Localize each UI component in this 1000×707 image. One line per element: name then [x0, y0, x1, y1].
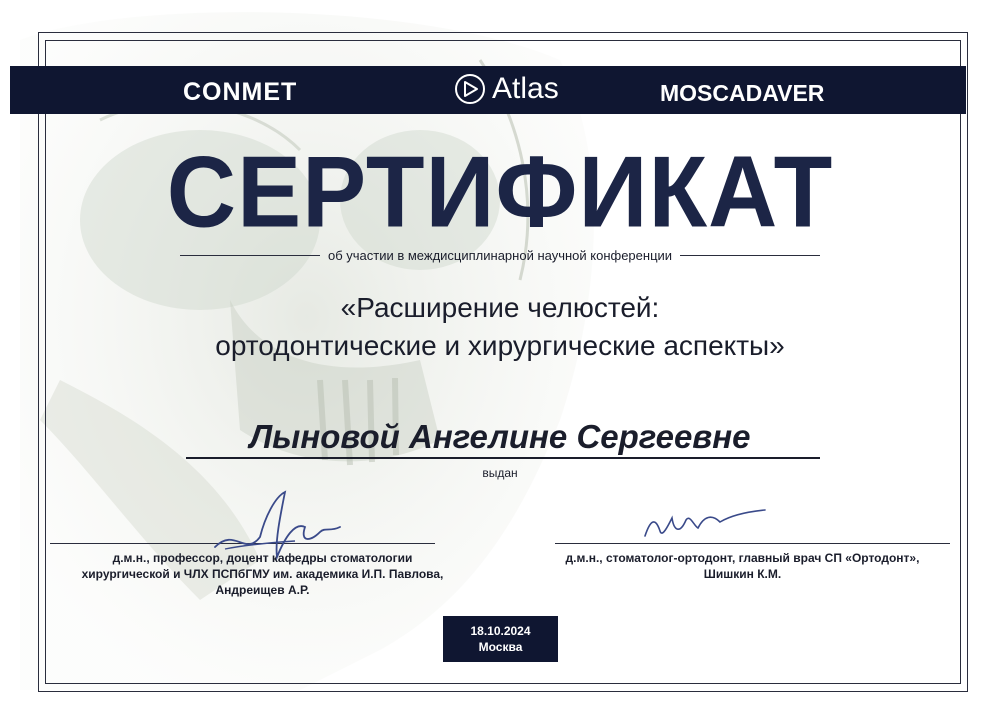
divider-right [680, 255, 820, 256]
signature-left [205, 487, 345, 567]
signatory-left-name: Андреищев А.Р. [215, 583, 310, 597]
conference-title-line1: «Расширение челюстей: [340, 292, 660, 323]
recipient-name: Лыновой Ангелине Сергеевне [249, 418, 751, 455]
issue-date: 18.10.2024 [470, 624, 531, 638]
date-badge [443, 616, 558, 662]
signatory-left-line1: д.м.н., профессор, доцент кафедры стоматологии [112, 551, 413, 565]
subtitle: об участии в междисциплинарной научной конференции [327, 247, 673, 263]
subtitle-row [180, 245, 820, 265]
issue-city: Москва [478, 640, 523, 654]
atlas-logo-icon [454, 73, 486, 105]
conmet-logo: CONMET [183, 78, 298, 106]
atlas-logo-text: Atlas [492, 72, 559, 105]
signatory-left-line2: хирургической и ЧЛХ ПСПбГМУ им. академика И.П. Павлова, [81, 567, 444, 581]
recipient-underline [186, 457, 820, 459]
signatory-right-line1: д.м.н., стоматолог-ортодонт, главный врач СП «Ортодонт», [565, 551, 920, 565]
divider-left [180, 255, 320, 256]
certificate-title: СЕРТИФИКАТ [166, 136, 834, 249]
signatory-right [555, 550, 930, 582]
conference-title-line2: ортодонтические и хирургические аспекты» [215, 330, 785, 361]
atlas-logo [454, 72, 559, 106]
signature-right [640, 506, 770, 548]
issued-label: выдан [482, 466, 518, 480]
moscadaver-logo: MOSCADAVER [660, 80, 825, 106]
signatory-right-name: Шишкин К.М. [703, 567, 782, 581]
